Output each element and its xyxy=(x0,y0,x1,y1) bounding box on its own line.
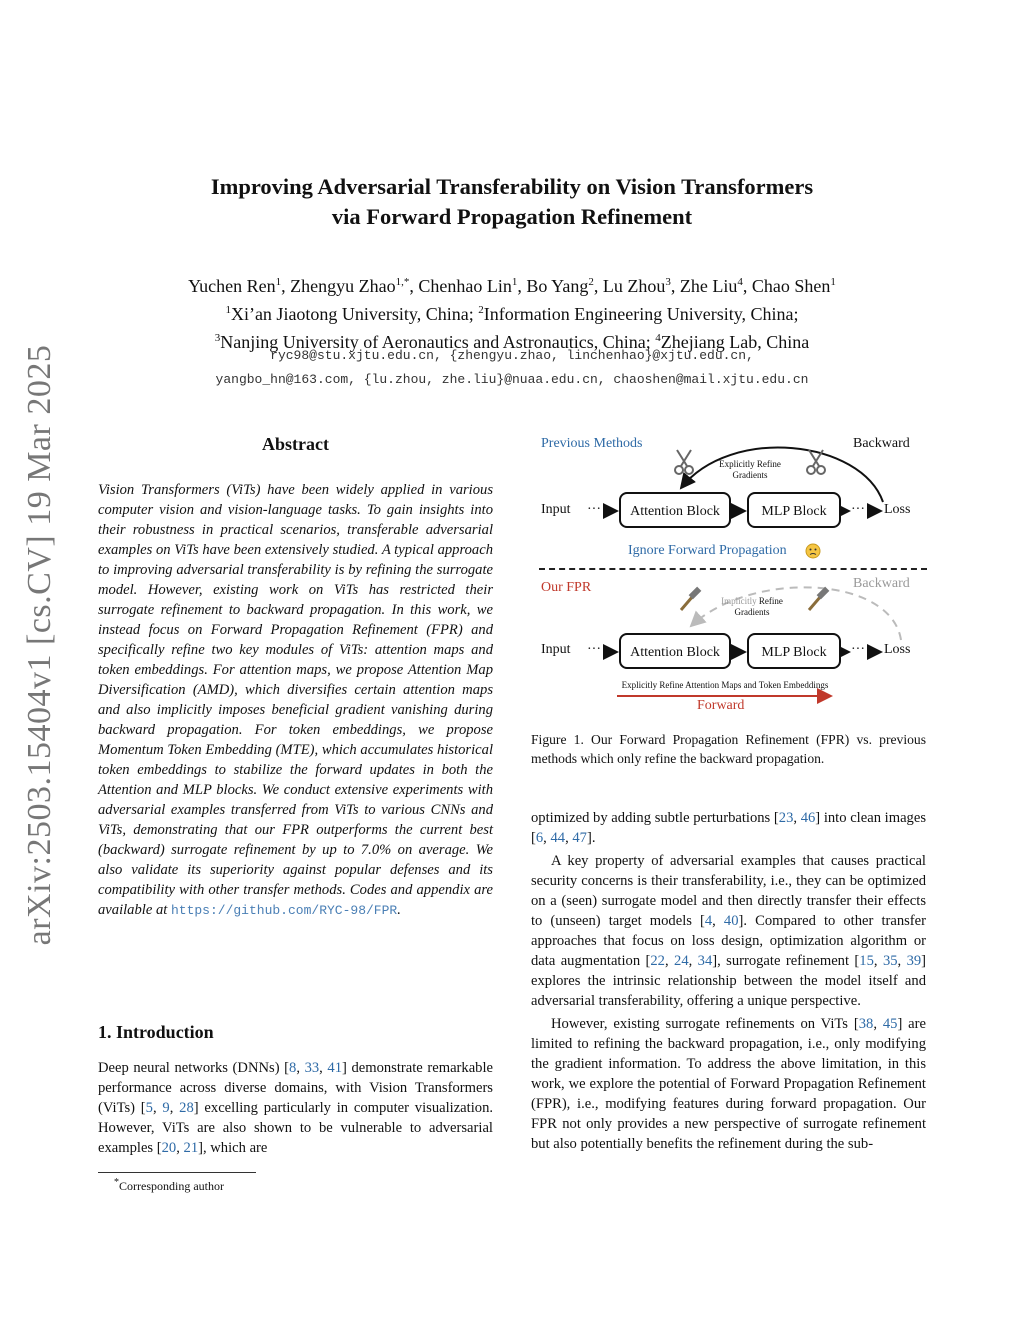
input-label-bottom: Input xyxy=(541,642,571,657)
author-sup: 1 xyxy=(511,276,518,288)
affiliation-sup: 4 xyxy=(655,332,661,344)
citation-link[interactable]: 20 xyxy=(161,1140,177,1156)
note-line xyxy=(707,596,797,607)
citation-link[interactable]: 33 xyxy=(304,1060,320,1076)
figure-caption: Figure 1. Our Forward Propagation Refinement (FPR) vs. previous methods which only refine the backward propagation. xyxy=(531,732,926,766)
citation-link[interactable]: 41 xyxy=(327,1060,342,1076)
author-name: , Chao Shen xyxy=(742,276,831,296)
citation-link[interactable]: 34 xyxy=(697,953,713,969)
citation-link[interactable]: 45 xyxy=(882,1016,898,1032)
author-sup: 3 xyxy=(665,276,671,288)
ellipsis: ··· xyxy=(587,642,601,657)
author-sup: 2 xyxy=(588,276,594,288)
mlp-block-top: MLP Block xyxy=(747,492,841,528)
text: , xyxy=(169,1100,180,1116)
footnote-divider xyxy=(98,1172,256,1173)
text: , xyxy=(688,953,698,969)
right-column-text xyxy=(531,808,926,1157)
author-sup: 1 xyxy=(830,276,836,288)
affiliation: Nanjing University of Aeronautics and Astronautics, China; xyxy=(220,332,656,352)
our-fpr-label: Our FPR xyxy=(541,580,592,595)
title-line-1: Improving Adversarial Transferability on Vision Transformers xyxy=(210,174,814,199)
affiliation-line-1 xyxy=(100,298,924,326)
scissors-icon xyxy=(675,450,693,474)
email-line-2: yangbo_hn@163.com, {lu.zhou, zhe.liu}@nuaa.edu.cn, chaoshen@mail.xjtu.edu.cn xyxy=(215,372,809,387)
text: , xyxy=(664,953,675,969)
author-block xyxy=(100,270,924,354)
citation-link[interactable]: 6 xyxy=(535,830,544,846)
explicit-refine-maps-note: Explicitly Refine Attention Maps and Token Embeddings xyxy=(621,680,829,690)
text: , xyxy=(543,830,551,846)
citation-link[interactable]: 15 xyxy=(859,953,874,969)
paragraph xyxy=(531,1014,926,1154)
hammer-icon xyxy=(681,587,701,610)
author-sup: 1 xyxy=(275,276,282,288)
text: ] into clean images [ xyxy=(531,810,927,846)
backward-label-bottom: Backward xyxy=(853,576,910,591)
text: ] demonstrate remarkable performance across diverse domains, with Vision Transformers (ViTs) [ xyxy=(98,1060,494,1116)
author-list xyxy=(100,270,924,298)
attention-block-top: Attention Block xyxy=(619,492,731,528)
hammer-icon xyxy=(809,587,829,610)
author-name: , Zhengyu Zhao xyxy=(281,276,396,296)
explicit-refine-note xyxy=(697,459,803,481)
panel-divider xyxy=(539,568,927,570)
ellipsis: ··· xyxy=(851,642,865,657)
text: , xyxy=(793,810,801,826)
arxiv-identifier: arXiv:2503.15404v1 [cs.CV] 19 Mar 2025 xyxy=(21,344,58,946)
ignore-forward-label: Ignore Forward Propagation xyxy=(628,543,787,558)
text: ] explores the intrinsic relationship between the model itself and adversarial transferability, offering a unique perspective. xyxy=(531,953,927,1009)
citation-link[interactable]: 39 xyxy=(906,953,922,969)
abstract-body xyxy=(98,480,493,921)
author-sup: 4 xyxy=(737,276,743,288)
author-name: , Zhe Liu xyxy=(670,276,738,296)
input-label-top: Input xyxy=(541,502,571,517)
citation-link[interactable]: 21 xyxy=(183,1140,199,1156)
text: , xyxy=(565,830,573,846)
text: optimized by adding subtle perturbations [ xyxy=(531,810,779,826)
note-line: Gradients xyxy=(732,470,768,480)
author-name: , Chenhao Lin xyxy=(409,276,512,296)
loss-label-top: Loss xyxy=(884,502,911,517)
sad-face-icon xyxy=(806,544,820,558)
text: , xyxy=(152,1100,163,1116)
citation-link[interactable]: 44 xyxy=(550,830,566,846)
implicit-refine-note xyxy=(707,596,797,618)
citation-link[interactable]: 46 xyxy=(800,810,816,826)
citation-link[interactable]: 24 xyxy=(674,953,689,969)
citation-link[interactable]: 47 xyxy=(572,830,587,846)
text: , xyxy=(712,913,724,929)
note-word: Implicitly xyxy=(721,596,757,606)
citation-link[interactable]: 38 xyxy=(858,1016,874,1032)
mlp-block-bottom: MLP Block xyxy=(747,633,841,669)
citation-link[interactable]: 35 xyxy=(882,953,898,969)
email-line-1: ryc98@stu.xjtu.edu.cn, {zhengyu.zhao, linchenhao}@xjtu.edu.cn, xyxy=(270,348,754,363)
affiliation: Xi’an Jiaotong University, China; xyxy=(230,304,479,324)
text: ], which are xyxy=(198,1140,268,1156)
text: Deep neural networks (DNNs) [ xyxy=(98,1060,290,1076)
author-name: , Bo Yang xyxy=(517,276,589,296)
citation-link[interactable]: 40 xyxy=(723,913,739,929)
text: A key property of adversarial examples that causes practical security concerns is their transferability, i.e., they can be optimized on a (seen) surrogate model and then directly transfer their effects to (unseen) target models [ xyxy=(531,853,926,929)
paper-title xyxy=(120,172,904,232)
note-line: Gradients xyxy=(734,607,770,617)
paragraph xyxy=(531,851,926,1011)
citation-link[interactable]: 22 xyxy=(650,953,665,969)
section-heading-introduction: 1. Introduction xyxy=(98,1022,214,1042)
ellipsis: ··· xyxy=(851,502,865,517)
forward-label: Forward xyxy=(697,698,745,713)
text: ]. xyxy=(586,830,596,846)
abstract-heading: Abstract xyxy=(262,434,329,454)
text: ]. Compared to other transfer approaches that focus on loss design, optimization algorithm or data augmentation [ xyxy=(531,913,927,969)
ellipsis: ··· xyxy=(587,502,601,517)
paragraph xyxy=(531,808,926,848)
affiliation: Zhejiang Lab, China xyxy=(660,332,810,352)
text: , xyxy=(897,953,907,969)
footnote-text: Corresponding author xyxy=(119,1179,224,1193)
text: , xyxy=(176,1140,184,1156)
citation-link[interactable]: 4 xyxy=(704,913,713,929)
affiliation-sup: 2 xyxy=(478,304,484,316)
citation-link[interactable]: 28 xyxy=(179,1100,194,1116)
abstract-text: Vision Transformers (ViTs) have been widely applied in various computer vision and vision-language tasks. To gain insights into their robustness in practical scenarios, transferable adversarial examples on ViTs have been extensively studied. A typical approach to improving adversarial transferability is by refining the surrogate model. However, existing work on ViTs has restricted their surrogate refinement to backward propagation. In this work, we instead focus on Forward Propagation Refinement (FPR) and specifically refine two key modules of ViTs: attention maps and token embeddings. For attention maps, we propose Attention Map Diversification (AMD), which diversifies certain attention maps and also implicitly imposes beneficial gradient vanishing during backward propagation. For token embeddings, we propose Momentum Token Embedding (MTE), which accumulates historical token embeddings to stabilize the forward updates in both the Attention and MLP blocks. We conduct extensive experiments with adversarial examples transferred from ViTs to various CNNs and ViTs, demonstrating that our FPR outperforms the current best (backward) surrogate refinement by up to 7.0% on average. We also validate its superiority against popular defenses and its compatibility with other transfer methods. Codes and appendix are available at xyxy=(98,482,493,918)
citation-link[interactable]: 5 xyxy=(145,1100,153,1116)
author-name: , Lu Zhou xyxy=(593,276,666,296)
note-word: Refine xyxy=(758,596,783,606)
backward-label-top: Backward xyxy=(853,436,910,451)
text: , xyxy=(873,953,883,969)
affiliation-sup: 3 xyxy=(214,332,221,344)
footnote-mark: * xyxy=(114,1177,119,1188)
figure-1 xyxy=(531,430,931,720)
introduction-paragraph xyxy=(98,1058,493,1158)
text: ] excelling particularly in computer visualization. However, ViTs are also shown to be vulnerable to adversarial examples [ xyxy=(98,1100,494,1156)
text: ] are limited to refining the backward propagation, i.e., only modifying the gradient information. To address the above limitation, in this work, we explore the potential of Forward Propagation Refinement (FPR), i.e., modifying features during forward propagation. Our FPR not only provides a new perspective of surrogate refinement but also potentially benefits the refinement during the sub- xyxy=(531,1016,926,1152)
email-block xyxy=(100,344,924,392)
loss-label-bottom: Loss xyxy=(884,642,911,657)
arxiv-sidebar xyxy=(10,345,70,945)
attention-block-bottom: Attention Block xyxy=(619,633,731,669)
affiliation: Information Engineering University, China; xyxy=(483,304,799,324)
affiliation-sup: 1 xyxy=(225,304,231,316)
code-link[interactable]: https://github.com/RYC-98/FPR xyxy=(170,903,398,918)
text: , xyxy=(296,1060,305,1076)
citation-link[interactable]: 8 xyxy=(289,1060,297,1076)
text: , xyxy=(319,1060,328,1076)
author-sup: 1,* xyxy=(395,276,410,288)
text: ], surrogate refinement [ xyxy=(712,953,860,969)
text: , xyxy=(873,1016,883,1032)
author-name: Yuchen Ren xyxy=(188,276,276,296)
citation-link[interactable]: 9 xyxy=(162,1100,170,1116)
footnote xyxy=(114,1177,224,1194)
note-line: Explicitly Refine xyxy=(719,459,781,469)
title-line-2: via Forward Propagation Refinement xyxy=(331,204,693,229)
previous-methods-label: Previous Methods xyxy=(541,436,643,451)
text: However, existing surrogate refinements on ViTs [ xyxy=(551,1016,859,1032)
abstract-end: . xyxy=(397,902,401,918)
citation-link[interactable]: 23 xyxy=(778,810,794,826)
